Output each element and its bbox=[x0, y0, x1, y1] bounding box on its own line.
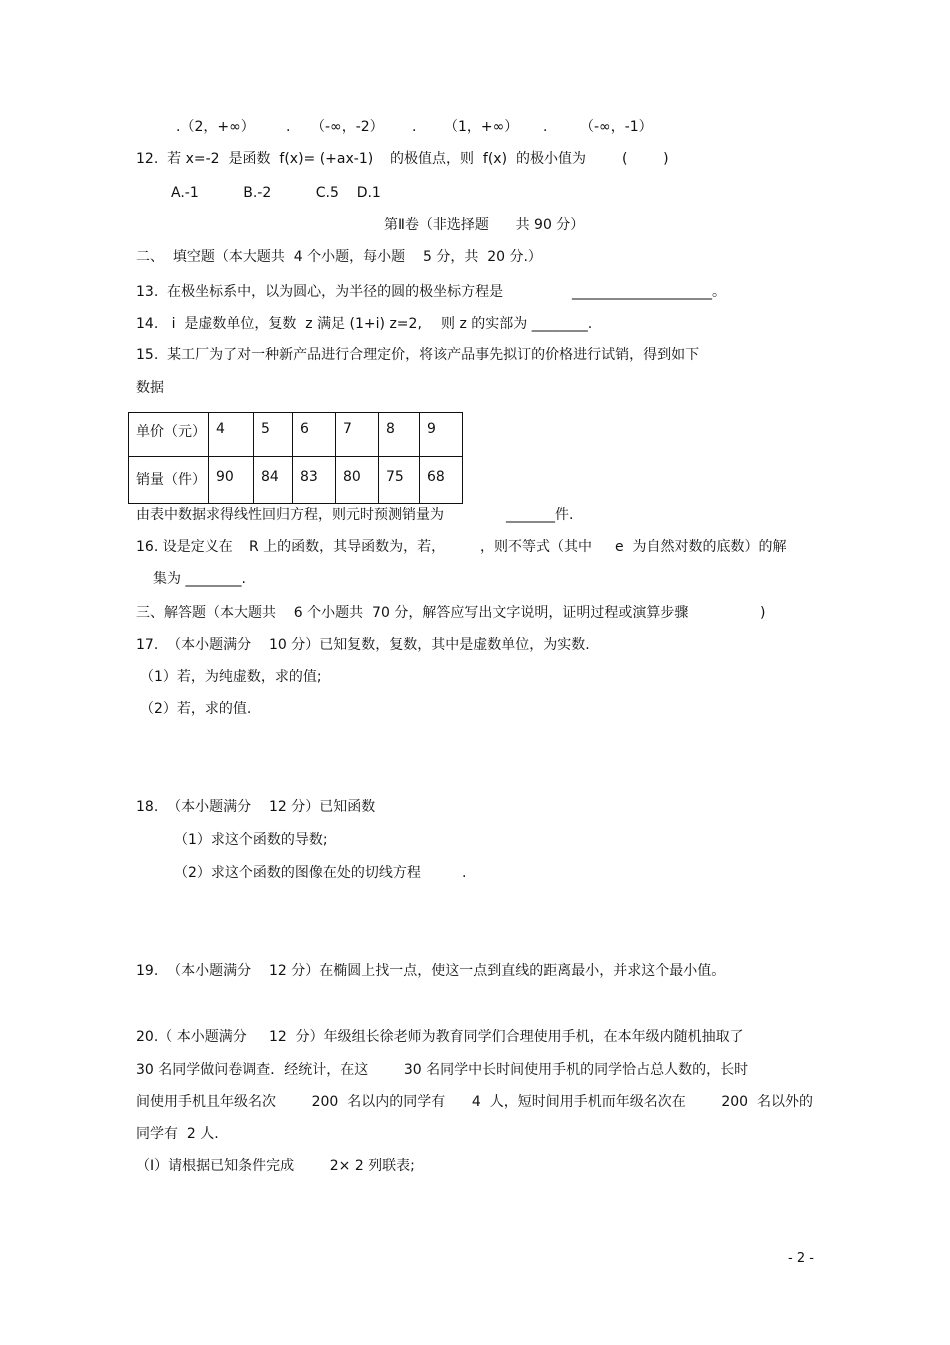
q17-line-3: （2）若，求的值. bbox=[140, 701, 252, 717]
q16-line-1b: R 上的函数，其导函数为，若， bbox=[249, 539, 446, 555]
table-row bbox=[129, 413, 463, 457]
table-cell: 90 bbox=[209, 457, 254, 504]
q11-option-b: . bbox=[286, 119, 291, 135]
table-cell: 4 bbox=[209, 413, 254, 457]
table-row bbox=[129, 457, 463, 504]
q13-blank: ____________________。 bbox=[572, 284, 726, 300]
q13-text: 13. 在极坐标系中，以为圆心，为半径的圆的极坐标方程是 bbox=[136, 284, 504, 300]
q16-line-2: 集为 ________. bbox=[153, 571, 246, 587]
q19-line-1: 19. （本小题满分 12 分）在椭圆上找一点，使这一点到直线的距离最小，并求这个最小值。 bbox=[136, 963, 726, 979]
part-2-heading: 二、 填空题（本大题共 4 个小题，每小题 5 分，共 20 分.） bbox=[136, 249, 542, 265]
table-cell: 7 bbox=[336, 413, 379, 457]
q18-line-1: 18. （本小题满分 12 分）已知函数 bbox=[136, 799, 376, 815]
table-cell: 销量（件） bbox=[129, 457, 209, 504]
table-cell: 68 bbox=[420, 457, 463, 504]
q12-stem-b: 的极值点，则 f(x) 的极小值为 bbox=[390, 151, 586, 167]
table-cell: 75 bbox=[379, 457, 420, 504]
q17-line-2: （1）若，为纯虚数，求的值; bbox=[140, 669, 322, 685]
part-3-heading: 三、解答题（本大题共 6 个小题共 70 分，解答应写出文字说明，证明过程或演算步骤 bbox=[136, 605, 689, 621]
section-2-title: 第Ⅱ卷（非选择题 共 90 分） bbox=[384, 217, 585, 233]
q11-option-a: .（2，+∞） bbox=[176, 119, 255, 135]
table-cell: 9 bbox=[420, 413, 463, 457]
q18-line-3-dot: . bbox=[462, 865, 467, 881]
table-cell: 8 bbox=[379, 413, 420, 457]
q15-line-1: 15. 某工厂为了对一种新产品进行合理定价，将该产品事先拟订的价格进行试销，得到如下 bbox=[136, 347, 700, 363]
q18-line-3: （2）求这个函数的图像在处的切线方程 bbox=[174, 865, 421, 881]
q11-option-c: （-∞，-2） bbox=[311, 119, 384, 135]
q11-option-e: （1，+∞） bbox=[444, 119, 519, 135]
q16-line-1: 16. 设是定义在 bbox=[136, 539, 233, 555]
price-sales-table bbox=[128, 412, 463, 504]
part-3-heading-close: ) bbox=[760, 605, 766, 621]
table-cell: 84 bbox=[254, 457, 293, 504]
q11-option-d: . bbox=[412, 119, 417, 135]
table-cell: 5 bbox=[254, 413, 293, 457]
q20-line-4: 同学有 2 人. bbox=[136, 1126, 219, 1142]
q11-option-g: （-∞，-1） bbox=[580, 119, 653, 135]
q20-line-3: 间使用手机且年级名次 200 名以内的同学有 4 人，短时间用手机而年级名次在 200 名以外的 bbox=[136, 1094, 813, 1110]
table-cell: 80 bbox=[336, 457, 379, 504]
q20-line-5: （Ⅰ）请根据已知条件完成 2× 2 列联表; bbox=[136, 1158, 415, 1174]
q11-option-f: . bbox=[543, 119, 548, 135]
q15-line-2: 数据 bbox=[136, 380, 164, 396]
table-cell: 6 bbox=[293, 413, 336, 457]
table-cell: 83 bbox=[293, 457, 336, 504]
q16-line-1c: ，则不等式（其中 bbox=[480, 539, 592, 555]
q15-after-table: 由表中数据求得线性回归方程，则元时预测销量为 bbox=[136, 507, 444, 523]
table-cell: 单价（元） bbox=[129, 413, 209, 457]
q12-options: A.-1 B.-2 C.5 D.1 bbox=[171, 185, 381, 201]
q14-text: 14. i 是虚数单位，复数 z 满足 (1+i) z=2, bbox=[136, 316, 422, 332]
q16-line-1d: e 为自然对数的底数）的解 bbox=[615, 539, 787, 555]
page-number: - 2 - bbox=[788, 1251, 814, 1266]
q12-answer-paren: ( ) bbox=[622, 151, 669, 167]
q17-line-1: 17. （本小题满分 10 分）已知复数，复数，其中是虚数单位，为实数. bbox=[136, 637, 590, 653]
q14-text-b: 则 z 的实部为 ________. bbox=[441, 316, 593, 332]
q18-line-2: （1）求这个函数的导数; bbox=[174, 832, 328, 848]
q20-line-1: 20.（ 本小题满分 12 分）年级组长徐老师为教育同学们合理使用手机，在本年级内随机抽取了 bbox=[136, 1029, 744, 1045]
q15-blank: _______件. bbox=[506, 507, 574, 523]
q20-line-2: 30 名同学做问卷调查．经统计，在这 30 名同学中长时间使用手机的同学恰占总人数的，长时 bbox=[136, 1062, 749, 1078]
q12-stem: 12. 若 x=-2 是函数 f(x)= (+ax-1) bbox=[136, 151, 374, 167]
